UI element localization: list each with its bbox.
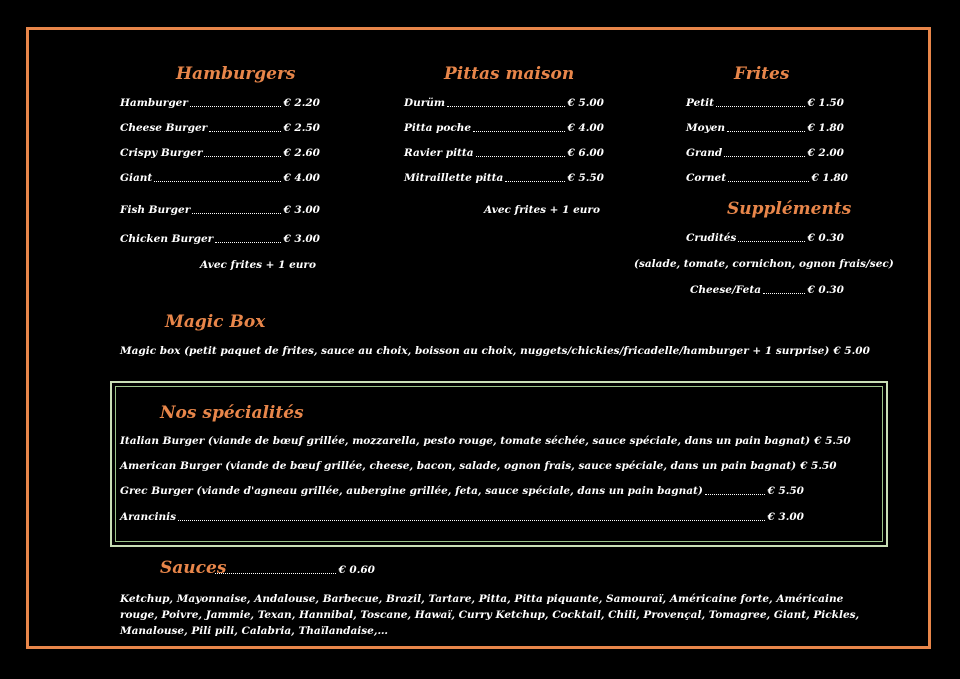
hamburgers-heading: Hamburgers bbox=[176, 64, 296, 84]
menu-item: Grec Burger (viande d'agneau grillée, aubergine grillée, feta, sauce spéciale, dans un pain bagnat) € 5.50 bbox=[120, 485, 804, 497]
menu-item: Italian Burger (viande de bœuf grillée, mozzarella, pesto rouge, tomate séchée, sauce spéciale, dans un pain bagnat) € 5.50 bbox=[120, 435, 851, 447]
menu-item: Mitraillette pitta € 5.50 bbox=[404, 172, 604, 184]
menu-item: Fish Burger € 3.00 bbox=[120, 204, 320, 216]
menu-item: Arancinis € 3.00 bbox=[120, 511, 804, 523]
menu-item: Durüm € 5.00 bbox=[404, 97, 604, 109]
menu-item: Petit € 1.50 bbox=[686, 97, 844, 109]
magic-box-heading: Magic Box bbox=[165, 312, 266, 332]
pittas-note: Avec frites + 1 euro bbox=[484, 204, 600, 216]
sauces-price-row: € 0.60 bbox=[213, 564, 375, 576]
frites-heading: Frites bbox=[734, 64, 790, 84]
menu-item: American Burger (viande de bœuf grillée, cheese, bacon, salade, ognon frais, sauce spéciale, dans un pain bagnat) € 5.50 bbox=[120, 460, 837, 472]
menu-item: Chicken Burger € 3.00 bbox=[120, 233, 320, 245]
sauces-list: Ketchup, Mayonnaise, Andalouse, Barbecue, Brazil, Tartare, Pitta, Pitta piquante, Samouraï, Américaine forte, Américaine rouge, Poivre, Jammie, Texan, Hannibal, Toscane, Hawaï, Curry Ketchup, Cocktail, Chili, Provençal, Tomagree, Giant, Pickles, Manalouse, Pili pili, Calabria, Thaïlandaise,… bbox=[120, 593, 860, 637]
sauces-heading: Sauces bbox=[160, 558, 227, 578]
supplements-note: (salade, tomate, cornichon, ognon frais/sec) bbox=[634, 258, 894, 270]
menu-item: Ravier pitta € 6.00 bbox=[404, 147, 604, 159]
hamburgers-note: Avec frites + 1 euro bbox=[200, 259, 316, 271]
menu-item: Crudités € 0.30 bbox=[686, 232, 844, 244]
menu-item: Pitta poche € 4.00 bbox=[404, 122, 604, 134]
menu-frame bbox=[26, 27, 931, 649]
menu-item: Moyen € 1.80 bbox=[686, 122, 844, 134]
menu-item: Cheese/Feta € 0.30 bbox=[690, 284, 844, 296]
menu-item: Magic box (petit paquet de frites, sauce au choix, boisson au choix, nuggets/chickies/fricadelle/hamburger + 1 surprise) € 5.00 bbox=[120, 345, 870, 357]
menu-item: Cornet € 1.80 bbox=[686, 172, 848, 184]
supplements-heading: Suppléments bbox=[727, 199, 852, 219]
pittas-heading: Pittas maison bbox=[444, 64, 575, 84]
menu-item: Crispy Burger € 2.60 bbox=[120, 147, 320, 159]
menu-item: Giant € 4.00 bbox=[120, 172, 320, 184]
menu-item: Grand € 2.00 bbox=[686, 147, 844, 159]
specialites-heading: Nos spécialités bbox=[160, 403, 304, 423]
menu-item: Hamburger € 2.20 bbox=[120, 97, 320, 109]
menu-item: Cheese Burger € 2.50 bbox=[120, 122, 320, 134]
